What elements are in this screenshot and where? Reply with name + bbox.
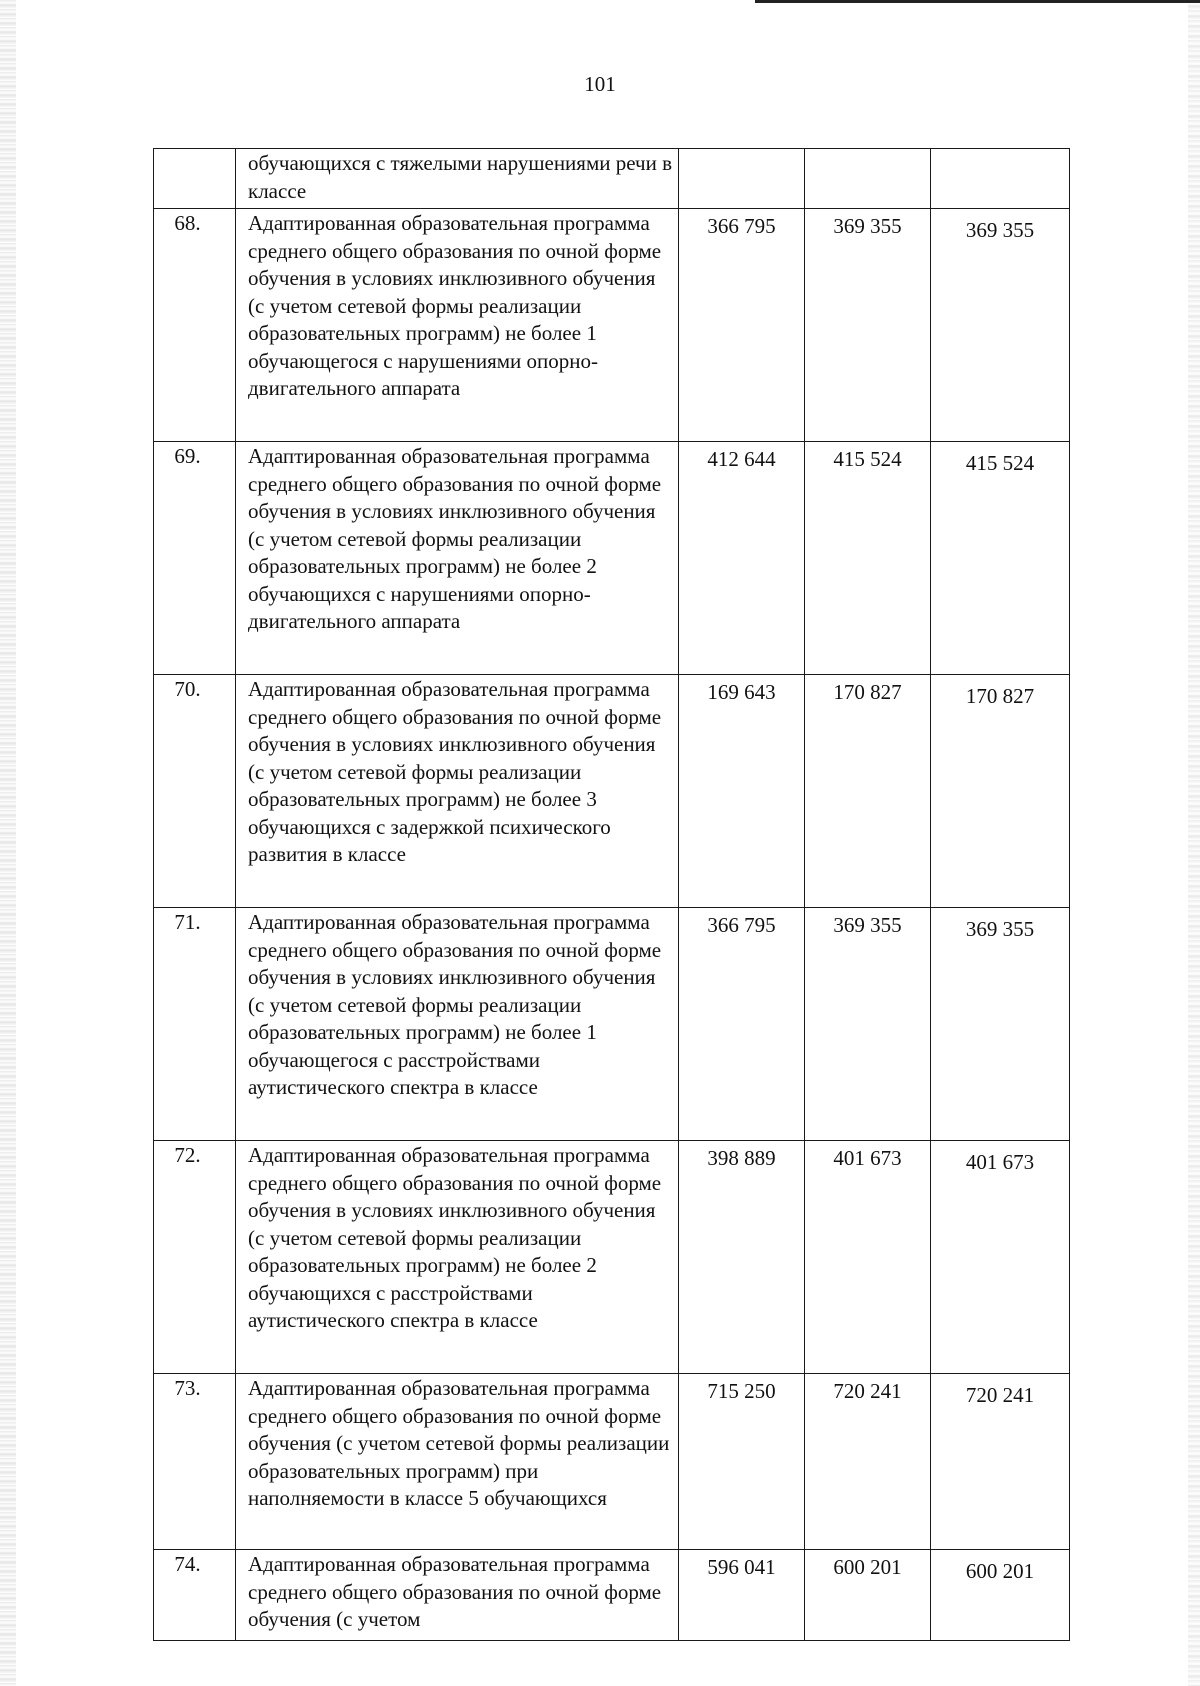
- scan-edge-right: [1188, 0, 1200, 1686]
- value-cell-1: 366 795: [679, 209, 805, 442]
- program-name-cell: Адаптированная образовательная программа среднего общего образования по очной форме обучения (с учетом сетевой формы реализации образовательных программ) при наполняемости в классе 5 обучающихся: [236, 1374, 679, 1550]
- program-name-cell: Адаптированная образовательная программа среднего общего образования по очной форме обучения в условиях инклюзивного обучения (с учетом сетевой формы реализации образовательных программ) не более 2 обучающихся с нарушениями опорно-двигательного аппарата: [236, 442, 679, 675]
- program-name-cell: обучающихся с тяжелыми нарушениями речи в классе: [236, 149, 679, 209]
- value-cell-3: 401 673: [931, 1141, 1070, 1374]
- value-cell-3: [931, 149, 1070, 209]
- row-number-cell: 71.: [154, 908, 236, 1141]
- value-cell-2: 369 355: [805, 908, 931, 1141]
- program-name-cell: Адаптированная образовательная программа среднего общего образования по очной форме обучения в условиях инклюзивного обучения (с учетом сетевой формы реализации образовательных программ) не более 1 обучающегося с расстройствами аутистического спектра в классе: [236, 908, 679, 1141]
- value-cell-2: 369 355: [805, 209, 931, 442]
- value-cell-1: 366 795: [679, 908, 805, 1141]
- table-row: [154, 209, 1070, 442]
- row-number-cell: 72.: [154, 1141, 236, 1374]
- table-row-continuation: [154, 149, 1070, 209]
- table-row: [154, 908, 1070, 1141]
- value-cell-1: 412 644: [679, 442, 805, 675]
- value-cell-1: 169 643: [679, 675, 805, 908]
- table-row: [154, 675, 1070, 908]
- value-cell-1: 398 889: [679, 1141, 805, 1374]
- value-cell-3: 720 241: [931, 1374, 1070, 1550]
- value-cell-2: 720 241: [805, 1374, 931, 1550]
- program-name-cell: Адаптированная образовательная программа среднего общего образования по очной форме обучения в условиях инклюзивного обучения (с учетом сетевой формы реализации образовательных программ) не более 3 обучающихся с задержкой психического развития в классе: [236, 675, 679, 908]
- value-cell-3: 369 355: [931, 908, 1070, 1141]
- row-number-cell: [154, 149, 236, 209]
- value-cell-2: 415 524: [805, 442, 931, 675]
- row-number-cell: 70.: [154, 675, 236, 908]
- value-cell-3: 170 827: [931, 675, 1070, 908]
- table-row: [154, 442, 1070, 675]
- value-cell-3: 600 201: [931, 1550, 1070, 1641]
- value-cell-1: 596 041: [679, 1550, 805, 1641]
- value-cell-3: 415 524: [931, 442, 1070, 675]
- value-cell-2: 600 201: [805, 1550, 931, 1641]
- tariff-table: [153, 148, 1070, 1641]
- scan-edge-left: [0, 0, 16, 1686]
- value-cell-2: 170 827: [805, 675, 931, 908]
- row-number-cell: 74.: [154, 1550, 236, 1641]
- page-number: 101: [584, 72, 616, 96]
- row-number-cell: 68.: [154, 209, 236, 442]
- program-name-cell: Адаптированная образовательная программа среднего общего образования по очной форме обучения (с учетом: [236, 1550, 679, 1641]
- value-cell-3: 369 355: [931, 209, 1070, 442]
- row-number-cell: 69.: [154, 442, 236, 675]
- top-rule: [755, 0, 1200, 3]
- table-row: [154, 1550, 1070, 1641]
- table-row: [154, 1141, 1070, 1374]
- program-name-cell: Адаптированная образовательная программа среднего общего образования по очной форме обучения в условиях инклюзивного обучения (с учетом сетевой формы реализации образовательных программ) не более 1 обучающегося с нарушениями опорно-двигательного аппарата: [236, 209, 679, 442]
- value-cell-1: [679, 149, 805, 209]
- row-number-cell: 73.: [154, 1374, 236, 1550]
- table-row: [154, 1374, 1070, 1550]
- program-name-cell: Адаптированная образовательная программа среднего общего образования по очной форме обучения в условиях инклюзивного обучения (с учетом сетевой формы реализации образовательных программ) не более 2 обучающихся с расстройствами аутистического спектра в классе: [236, 1141, 679, 1374]
- value-cell-1: 715 250: [679, 1374, 805, 1550]
- value-cell-2: 401 673: [805, 1141, 931, 1374]
- value-cell-2: [805, 149, 931, 209]
